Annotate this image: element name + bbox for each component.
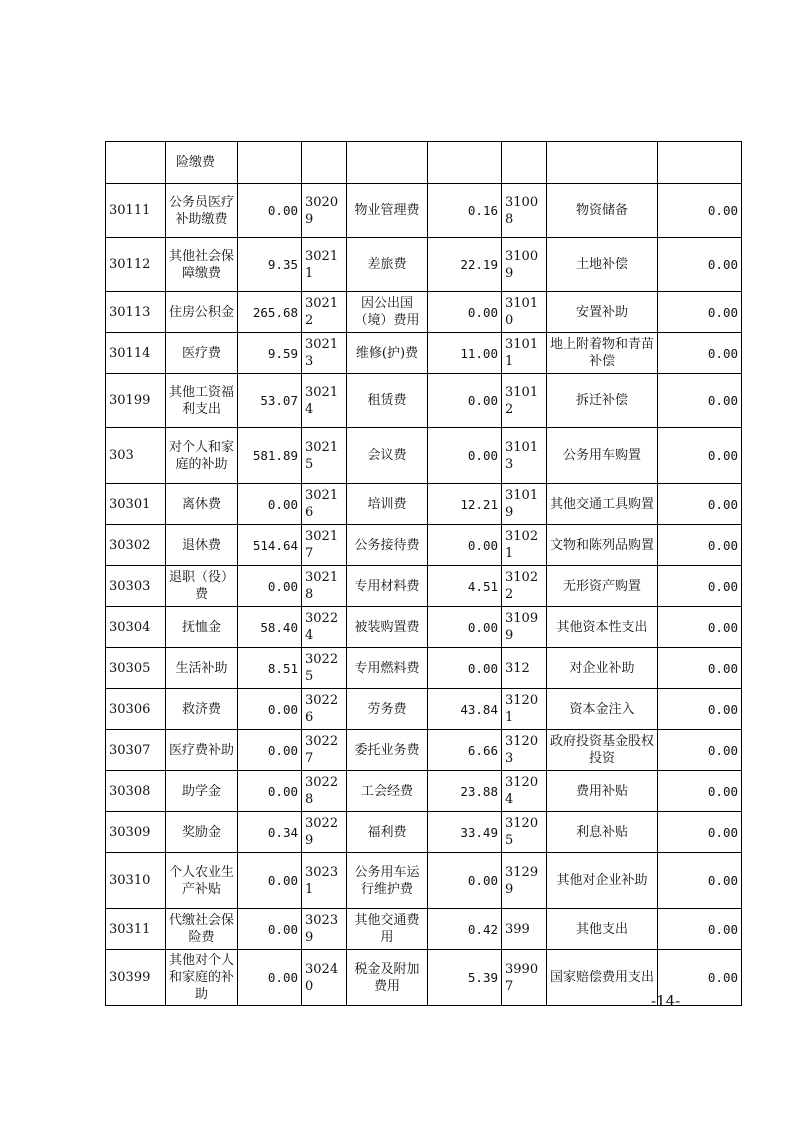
item-name-cell: 被装购置费 xyxy=(347,607,428,648)
item-name-cell: 住房公积金 xyxy=(166,292,238,333)
item-name-cell: 劳务费 xyxy=(347,689,428,730)
amount-cell xyxy=(658,142,742,184)
table-row xyxy=(106,525,742,566)
item-name-cell: 退职（役）费 xyxy=(166,566,238,607)
item-name-cell: 生活补助 xyxy=(166,648,238,689)
amount-cell: 0.00 xyxy=(428,292,502,333)
table-row xyxy=(106,566,742,607)
table-row xyxy=(106,771,742,812)
table-row xyxy=(106,142,742,184)
item-name-cell: 物业管理费 xyxy=(347,184,428,238)
item-name-cell: 医疗费 xyxy=(166,333,238,374)
amount-cell: 0.00 xyxy=(658,909,742,950)
amount-cell: 0.00 xyxy=(238,484,302,525)
item-name-cell: 维修(护)费 xyxy=(347,333,428,374)
code-cell: 31203 xyxy=(502,730,547,771)
amount-cell: 0.00 xyxy=(658,566,742,607)
code-cell: 31299 xyxy=(502,853,547,909)
item-name-cell: 医疗费补助 xyxy=(166,730,238,771)
item-name-cell: 公务员医疗补助缴费 xyxy=(166,184,238,238)
code-cell: 31099 xyxy=(502,607,547,648)
table-row xyxy=(106,238,742,292)
code-cell xyxy=(502,142,547,184)
item-name-cell: 抚恤金 xyxy=(166,607,238,648)
amount-cell: 4.51 xyxy=(428,566,502,607)
code-cell: 31019 xyxy=(502,484,547,525)
code-cell: 31021 xyxy=(502,525,547,566)
table-row xyxy=(106,689,742,730)
code-cell: 30228 xyxy=(302,771,347,812)
code-cell: 30114 xyxy=(106,333,166,374)
code-cell: 30231 xyxy=(302,853,347,909)
table-body xyxy=(106,142,742,1006)
code-cell: 30227 xyxy=(302,730,347,771)
code-cell: 303 xyxy=(106,428,166,484)
code-cell: 312 xyxy=(502,648,547,689)
code-cell: 31012 xyxy=(502,374,547,428)
item-name-cell: 差旅费 xyxy=(347,238,428,292)
code-cell: 31008 xyxy=(502,184,547,238)
amount-cell: 0.00 xyxy=(238,184,302,238)
item-name-cell: 会议费 xyxy=(347,428,428,484)
code-cell: 30239 xyxy=(302,909,347,950)
amount-cell: 0.00 xyxy=(658,184,742,238)
code-cell: 30302 xyxy=(106,525,166,566)
item-name-cell: 其他交通工具购置 xyxy=(547,484,658,525)
code-cell: 30217 xyxy=(302,525,347,566)
amount-cell: 514.64 xyxy=(238,525,302,566)
code-cell: 39907 xyxy=(502,950,547,1006)
code-cell: 30213 xyxy=(302,333,347,374)
amount-cell: 0.00 xyxy=(658,292,742,333)
code-cell: 30212 xyxy=(302,292,347,333)
amount-cell xyxy=(428,142,502,184)
amount-cell: 0.00 xyxy=(658,525,742,566)
table-row xyxy=(106,648,742,689)
code-cell: 30399 xyxy=(106,950,166,1006)
item-name-cell: 利息补贴 xyxy=(547,812,658,853)
item-name-cell: 其他社会保障缴费 xyxy=(166,238,238,292)
amount-cell: 0.00 xyxy=(428,428,502,484)
amount-cell: 5.39 xyxy=(428,950,502,1006)
amount-cell: 12.21 xyxy=(428,484,502,525)
amount-cell: 581.89 xyxy=(238,428,302,484)
item-name-cell: 专用燃料费 xyxy=(347,648,428,689)
amount-cell: 0.00 xyxy=(658,648,742,689)
item-name-cell: 费用补贴 xyxy=(547,771,658,812)
amount-cell: 0.00 xyxy=(658,771,742,812)
item-name-cell: 税金及附加费用 xyxy=(347,950,428,1006)
code-cell: 30309 xyxy=(106,812,166,853)
table-row xyxy=(106,812,742,853)
item-name-cell: 土地补偿 xyxy=(547,238,658,292)
code-cell: 30111 xyxy=(106,184,166,238)
amount-cell: 0.00 xyxy=(658,428,742,484)
amount-cell: 0.00 xyxy=(658,484,742,525)
item-name-cell: 退休费 xyxy=(166,525,238,566)
table-row xyxy=(106,730,742,771)
amount-cell: 58.40 xyxy=(238,607,302,648)
amount-cell: 9.35 xyxy=(238,238,302,292)
item-name-cell xyxy=(347,142,428,184)
item-name-cell: 政府投资基金股权投资 xyxy=(547,730,658,771)
item-name-cell: 国家赔偿费用支出 xyxy=(547,950,658,1006)
item-name-cell: 安置补助 xyxy=(547,292,658,333)
code-cell: 31204 xyxy=(502,771,547,812)
code-cell: 30224 xyxy=(302,607,347,648)
item-name-cell: 代缴社会保险费 xyxy=(166,909,238,950)
item-name-cell: 拆迁补偿 xyxy=(547,374,658,428)
table-row xyxy=(106,909,742,950)
amount-cell: 0.00 xyxy=(658,950,742,1006)
item-name-cell: 助学金 xyxy=(166,771,238,812)
table-row xyxy=(106,484,742,525)
table-row xyxy=(106,428,742,484)
item-name-cell: 委托业务费 xyxy=(347,730,428,771)
item-name-cell: 公务接待费 xyxy=(347,525,428,566)
code-cell: 30311 xyxy=(106,909,166,950)
amount-cell xyxy=(238,142,302,184)
amount-cell: 0.00 xyxy=(658,730,742,771)
code-cell: 30308 xyxy=(106,771,166,812)
page-number: -14- xyxy=(651,992,681,1010)
amount-cell: 0.00 xyxy=(658,853,742,909)
amount-cell: 8.51 xyxy=(238,648,302,689)
code-cell: 30218 xyxy=(302,566,347,607)
item-name-cell: 其他资本性支出 xyxy=(547,607,658,648)
code-cell: 30215 xyxy=(302,428,347,484)
code-cell: 30216 xyxy=(302,484,347,525)
amount-cell: 0.00 xyxy=(658,333,742,374)
item-name-cell: 资本金注入 xyxy=(547,689,658,730)
code-cell: 30211 xyxy=(302,238,347,292)
amount-cell: 0.00 xyxy=(238,566,302,607)
table-row xyxy=(106,607,742,648)
code-cell: 30240 xyxy=(302,950,347,1006)
amount-cell: 0.00 xyxy=(428,607,502,648)
item-name-cell: 租赁费 xyxy=(347,374,428,428)
amount-cell: 0.00 xyxy=(658,607,742,648)
amount-cell: 43.84 xyxy=(428,689,502,730)
amount-cell: 0.00 xyxy=(238,730,302,771)
item-name-cell: 救济费 xyxy=(166,689,238,730)
amount-cell: 0.34 xyxy=(238,812,302,853)
item-name-cell: 地上附着物和青苗补偿 xyxy=(547,333,658,374)
item-name-cell: 无形资产购置 xyxy=(547,566,658,607)
amount-cell: 0.00 xyxy=(238,950,302,1006)
code-cell: 30113 xyxy=(106,292,166,333)
code-cell: 31010 xyxy=(502,292,547,333)
code-cell: 30209 xyxy=(302,184,347,238)
amount-cell: 0.16 xyxy=(428,184,502,238)
code-cell: 30307 xyxy=(106,730,166,771)
item-name-cell: 个人农业生产补贴 xyxy=(166,853,238,909)
amount-cell: 9.59 xyxy=(238,333,302,374)
code-cell xyxy=(302,142,347,184)
item-name-cell: 其他工资福利支出 xyxy=(166,374,238,428)
amount-cell: 0.00 xyxy=(658,238,742,292)
amount-cell: 0.00 xyxy=(428,853,502,909)
code-cell: 30305 xyxy=(106,648,166,689)
amount-cell: 0.00 xyxy=(428,525,502,566)
amount-cell: 23.88 xyxy=(428,771,502,812)
code-cell: 30306 xyxy=(106,689,166,730)
code-cell: 399 xyxy=(502,909,547,950)
amount-cell: 0.42 xyxy=(428,909,502,950)
amount-cell: 0.00 xyxy=(658,812,742,853)
item-name-cell: 险缴费 xyxy=(166,142,238,184)
code-cell: 31011 xyxy=(502,333,547,374)
table-row xyxy=(106,950,742,1006)
amount-cell: 0.00 xyxy=(658,374,742,428)
item-name-cell: 公务用车运行维护费 xyxy=(347,853,428,909)
amount-cell: 0.00 xyxy=(658,689,742,730)
table-row xyxy=(106,333,742,374)
item-name-cell: 对企业补助 xyxy=(547,648,658,689)
table-row xyxy=(106,853,742,909)
item-name-cell: 因公出国（境）费用 xyxy=(347,292,428,333)
item-name-cell xyxy=(547,142,658,184)
code-cell: 30112 xyxy=(106,238,166,292)
amount-cell: 22.19 xyxy=(428,238,502,292)
amount-cell: 0.00 xyxy=(238,853,302,909)
amount-cell: 0.00 xyxy=(238,689,302,730)
code-cell: 30226 xyxy=(302,689,347,730)
code-cell: 31013 xyxy=(502,428,547,484)
amount-cell: 33.49 xyxy=(428,812,502,853)
item-name-cell: 物资储备 xyxy=(547,184,658,238)
item-name-cell: 离休费 xyxy=(166,484,238,525)
amount-cell: 53.07 xyxy=(238,374,302,428)
code-cell: 31022 xyxy=(502,566,547,607)
expenditure-table xyxy=(105,141,742,1006)
item-name-cell: 专用材料费 xyxy=(347,566,428,607)
code-cell: 30301 xyxy=(106,484,166,525)
amount-cell: 0.00 xyxy=(238,909,302,950)
code-cell: 30304 xyxy=(106,607,166,648)
item-name-cell: 工会经费 xyxy=(347,771,428,812)
item-name-cell: 培训费 xyxy=(347,484,428,525)
item-name-cell: 其他对个人和家庭的补助 xyxy=(166,950,238,1006)
item-name-cell: 文物和陈列品购置 xyxy=(547,525,658,566)
item-name-cell: 奖励金 xyxy=(166,812,238,853)
item-name-cell: 对个人和家庭的补助 xyxy=(166,428,238,484)
code-cell: 31201 xyxy=(502,689,547,730)
amount-cell: 0.00 xyxy=(238,771,302,812)
code-cell: 30303 xyxy=(106,566,166,607)
code-cell: 30199 xyxy=(106,374,166,428)
code-cell xyxy=(106,142,166,184)
code-cell: 30310 xyxy=(106,853,166,909)
amount-cell: 0.00 xyxy=(428,374,502,428)
code-cell: 30225 xyxy=(302,648,347,689)
code-cell: 31009 xyxy=(502,238,547,292)
amount-cell: 265.68 xyxy=(238,292,302,333)
table-row xyxy=(106,292,742,333)
item-name-cell: 公务用车购置 xyxy=(547,428,658,484)
item-name-cell: 其他交通费用 xyxy=(347,909,428,950)
item-name-cell: 福利费 xyxy=(347,812,428,853)
code-cell: 30229 xyxy=(302,812,347,853)
table-row xyxy=(106,374,742,428)
item-name-cell: 其他对企业补助 xyxy=(547,853,658,909)
amount-cell: 11.00 xyxy=(428,333,502,374)
code-cell: 30214 xyxy=(302,374,347,428)
table-row xyxy=(106,184,742,238)
amount-cell: 0.00 xyxy=(428,648,502,689)
item-name-cell: 其他支出 xyxy=(547,909,658,950)
code-cell: 31205 xyxy=(502,812,547,853)
amount-cell: 6.66 xyxy=(428,730,502,771)
